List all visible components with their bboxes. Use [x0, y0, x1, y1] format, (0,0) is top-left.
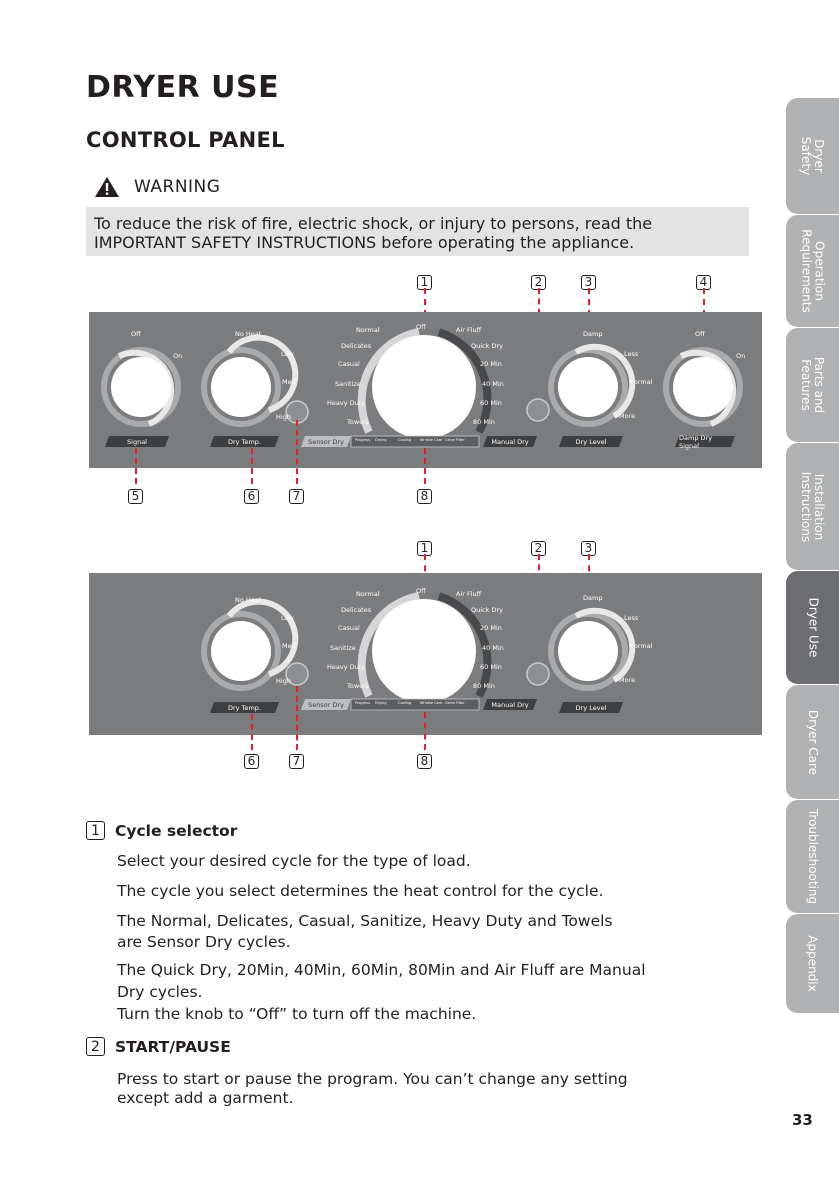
- warning-text-line: To reduce the risk of fire, electric shock, or injury to persons, read the: [94, 214, 653, 233]
- tab-dryer-use[interactable]: Dryer Use: [786, 571, 839, 685]
- warning-text-line: IMPORTANT SAFETY INSTRUCTIONS before operating the appliance.: [94, 233, 635, 252]
- callout-8: 8: [417, 750, 432, 769]
- panel-graphics: [89, 573, 762, 735]
- callout-6: 6: [244, 750, 259, 769]
- callout-2: 2: [531, 271, 546, 290]
- warning-label: WARNING: [134, 177, 221, 197]
- control-panel-1: Off On No Heat Low Med High Normal Delicates Casual Sanitize Heavy Duty Towels Off Air Fluff Quick Dry 20 Min 40 Min 60 Min 80 Min Damp Less Normal More Off On Signal Dry Temp. Sensor Dry Manual Dry Dry Level Damp Dry Signal Progress Drying Cooling Wrinkle Care Clean Filter: [89, 312, 762, 468]
- paragraph: except add a garment.: [117, 1089, 294, 1107]
- tab-operation-requirements[interactable]: Operation Requirements: [786, 215, 839, 328]
- callout-7: 7: [289, 485, 304, 504]
- page-number: 33: [792, 1111, 813, 1129]
- control-panel-2: No Heat Low Med High Normal Delicates Casual Sanitize Heavy Duty Towels Off Air Fluff Quick Dry 20 Min 40 Min 60 Min 80 Min Damp Less Normal More Dry Temp. Sensor Dry Manual Dry Dry Level Progress Drying Cooling Wrinkle Care Clean Filter: [89, 573, 762, 735]
- warning-box: [86, 207, 749, 256]
- paragraph: are Sensor Dry cycles.: [117, 933, 291, 951]
- paragraph: Select your desired cycle for the type of load.: [117, 852, 471, 870]
- callout-1: 1: [417, 537, 432, 556]
- callout-8: 8: [417, 485, 432, 504]
- callout-1: 1: [417, 271, 432, 290]
- section-heading-start-pause: 2 START/PAUSE: [86, 1037, 231, 1056]
- tab-troubleshooting[interactable]: Troubleshooting: [786, 800, 839, 914]
- panel-graphics: [89, 312, 762, 468]
- callout-2: 2: [531, 537, 546, 556]
- paragraph: The cycle you select determines the heat control for the cycle.: [117, 882, 604, 900]
- callout-3: 3: [581, 271, 596, 290]
- paragraph: Press to start or pause the program. You can’t change any setting: [117, 1070, 628, 1088]
- tab-dryer-care[interactable]: Dryer Care: [786, 685, 839, 800]
- paragraph: The Normal, Delicates, Casual, Sanitize, Heavy Duty and Towels: [117, 912, 613, 930]
- tab-appendix[interactable]: Appendix: [786, 914, 839, 1014]
- paragraph: Dry cycles.: [117, 983, 203, 1001]
- tab-installation-instructions[interactable]: Installation Instructions: [786, 443, 839, 571]
- tab-parts-and-features[interactable]: Parts and Features: [786, 328, 839, 443]
- paragraph: The Quick Dry, 20Min, 40Min, 60Min, 80Min and Air Fluff are Manual: [117, 961, 646, 979]
- section-subtitle: CONTROL PANEL: [86, 128, 285, 152]
- page-title: DRYER USE: [86, 70, 280, 105]
- callout-6: 6: [244, 485, 259, 504]
- callout-7: 7: [289, 750, 304, 769]
- callout-5: 5: [128, 485, 143, 504]
- warning-heading: [94, 176, 220, 198]
- callout-3: 3: [581, 537, 596, 556]
- tab-dryer-safety[interactable]: Dryer Safety: [786, 98, 839, 215]
- callout-4: 4: [696, 271, 711, 290]
- warning-triangle-icon: [94, 176, 120, 198]
- section-heading-cycle-selector: 1 Cycle selector: [86, 821, 237, 840]
- paragraph: Turn the knob to “Off” to turn off the machine.: [117, 1005, 477, 1023]
